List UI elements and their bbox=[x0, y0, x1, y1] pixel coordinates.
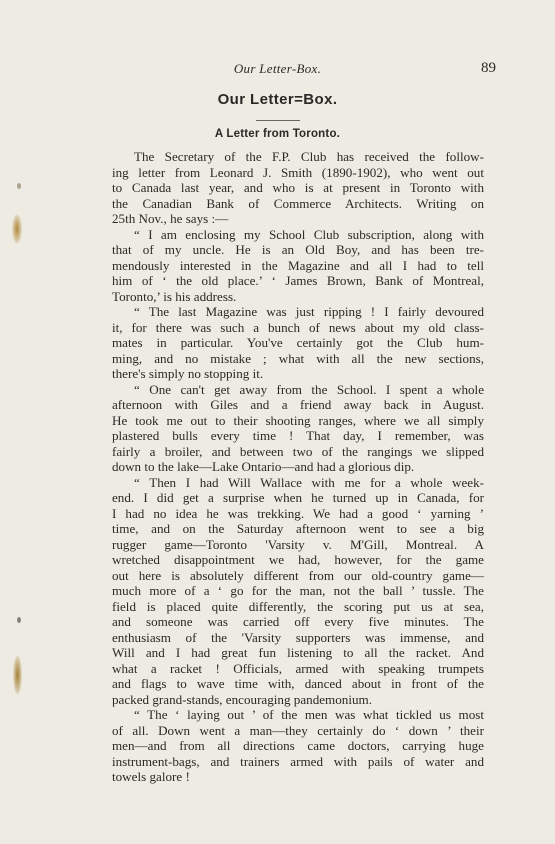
text-line: field is placed quite differently, the scoring put us at sea, bbox=[112, 598, 484, 614]
text-line: him of ‘ the old place.’ ‘ James Brown, Bank of Montreal, bbox=[112, 273, 484, 288]
text-line: fairly a broiler, and between two of the rangings we slipped bbox=[112, 443, 484, 459]
letter-body bbox=[112, 149, 484, 785]
text-line: enthusiasm of the 'Varsity supporters was immense, and bbox=[112, 629, 484, 645]
text-line: mendously interested in the Magazine and all I had to tell bbox=[112, 257, 484, 273]
text-line: time, and on the Saturday afternoon went to see a big bbox=[112, 521, 484, 536]
text-line: what a racket ! Officials, armed with speaking trumpets bbox=[112, 660, 484, 676]
text-line: and flags to wave time with, danced about in front of the bbox=[112, 676, 484, 691]
text-line: I had no idea he was trekking. We had a good ‘ yarning ’ bbox=[112, 505, 484, 521]
text-line: ming, and no mistake ; what with all the new sections, bbox=[112, 350, 484, 366]
text-line: of all. Down went a man—they certainly do ‘ down ’ their bbox=[112, 722, 484, 738]
text-line: end. I did get a surprise when he turned up in Canada, for bbox=[112, 490, 484, 505]
text-line: much more of a ‘ go for the man, not the ball ’ tussle. The bbox=[112, 583, 484, 598]
paper-stain bbox=[17, 617, 21, 623]
running-head bbox=[0, 61, 555, 79]
text-line: “ I am enclosing my School Club subscription, along with bbox=[134, 226, 484, 242]
text-line: wretched disappointment we had, however, for the game bbox=[112, 552, 484, 567]
text-line: that of my uncle. He is an Old Boy, and has been tre- bbox=[112, 242, 484, 257]
text-line: mates in particular. You've certainly got the Club hum- bbox=[112, 335, 484, 350]
text-line: there's simply no stopping it. bbox=[112, 366, 264, 381]
letter-heading: A Letter from Toronto. bbox=[214, 128, 341, 140]
text-line: Will and I had great fun listening to all the racket. And bbox=[112, 645, 484, 660]
text-line: it, for there was such a bunch of news about my old class- bbox=[112, 319, 484, 335]
text-line: and someone was carried off every five minutes. The bbox=[112, 614, 484, 629]
text-line: “ One can't get away from the School. I spent a whole bbox=[134, 381, 484, 397]
text-line: plastered bulls every time ! That day, I remember, was bbox=[112, 428, 484, 443]
text-line: to Canada last year, and who is at present in Toronto with bbox=[112, 180, 484, 195]
text-line: He took me out to their shooting ranges, where we all simply bbox=[112, 412, 484, 428]
text-line: packed grand-stands, encouraging pandemonium. bbox=[112, 691, 372, 707]
text-line: Toronto,’ is his address. bbox=[112, 288, 237, 304]
paper-stain bbox=[13, 655, 22, 695]
text-line: instrument-bags, and trainers armed with pails of water and bbox=[112, 753, 484, 769]
text-line: 25th Nov., he says :— bbox=[112, 211, 229, 226]
text-line: “ The last Magazine was just ripping ! I fairly devoured bbox=[134, 304, 484, 319]
text-line: The Secretary of the F.P. Club has received the follow- bbox=[134, 149, 484, 164]
text-line: towels galore ! bbox=[112, 769, 190, 784]
page-number: 89 bbox=[481, 60, 496, 76]
title-divider bbox=[256, 120, 300, 121]
paper-stain bbox=[17, 183, 21, 189]
section-title: Our Letter=Box. bbox=[217, 91, 338, 108]
text-line: men—and from all directions came doctors, carrying huge bbox=[112, 738, 484, 753]
paper-stain bbox=[12, 214, 22, 244]
text-line: ing letter from Leonard J. Smith (1890-1902), who went out bbox=[112, 164, 484, 180]
text-line: “ The ‘ laying out ’ of the men was what tickled us most bbox=[134, 707, 484, 722]
text-line: down to the lake—Lake Ontario—and had a glorious dip. bbox=[112, 459, 415, 474]
text-line: the Canadian Bank of Commerce Architects. Writing on bbox=[112, 195, 484, 211]
text-line: afternoon with Giles and a friend away back in August. bbox=[112, 397, 484, 412]
text-line: rugger game—Toronto 'Varsity v. M'Gill, Montreal. A bbox=[112, 536, 484, 552]
running-head-title: Our Letter-Box. bbox=[233, 61, 322, 76]
text-line: out here is absolutely different from our old-country game— bbox=[112, 567, 484, 583]
text-line: “ Then I had Will Wallace with me for a whole week- bbox=[134, 474, 484, 490]
